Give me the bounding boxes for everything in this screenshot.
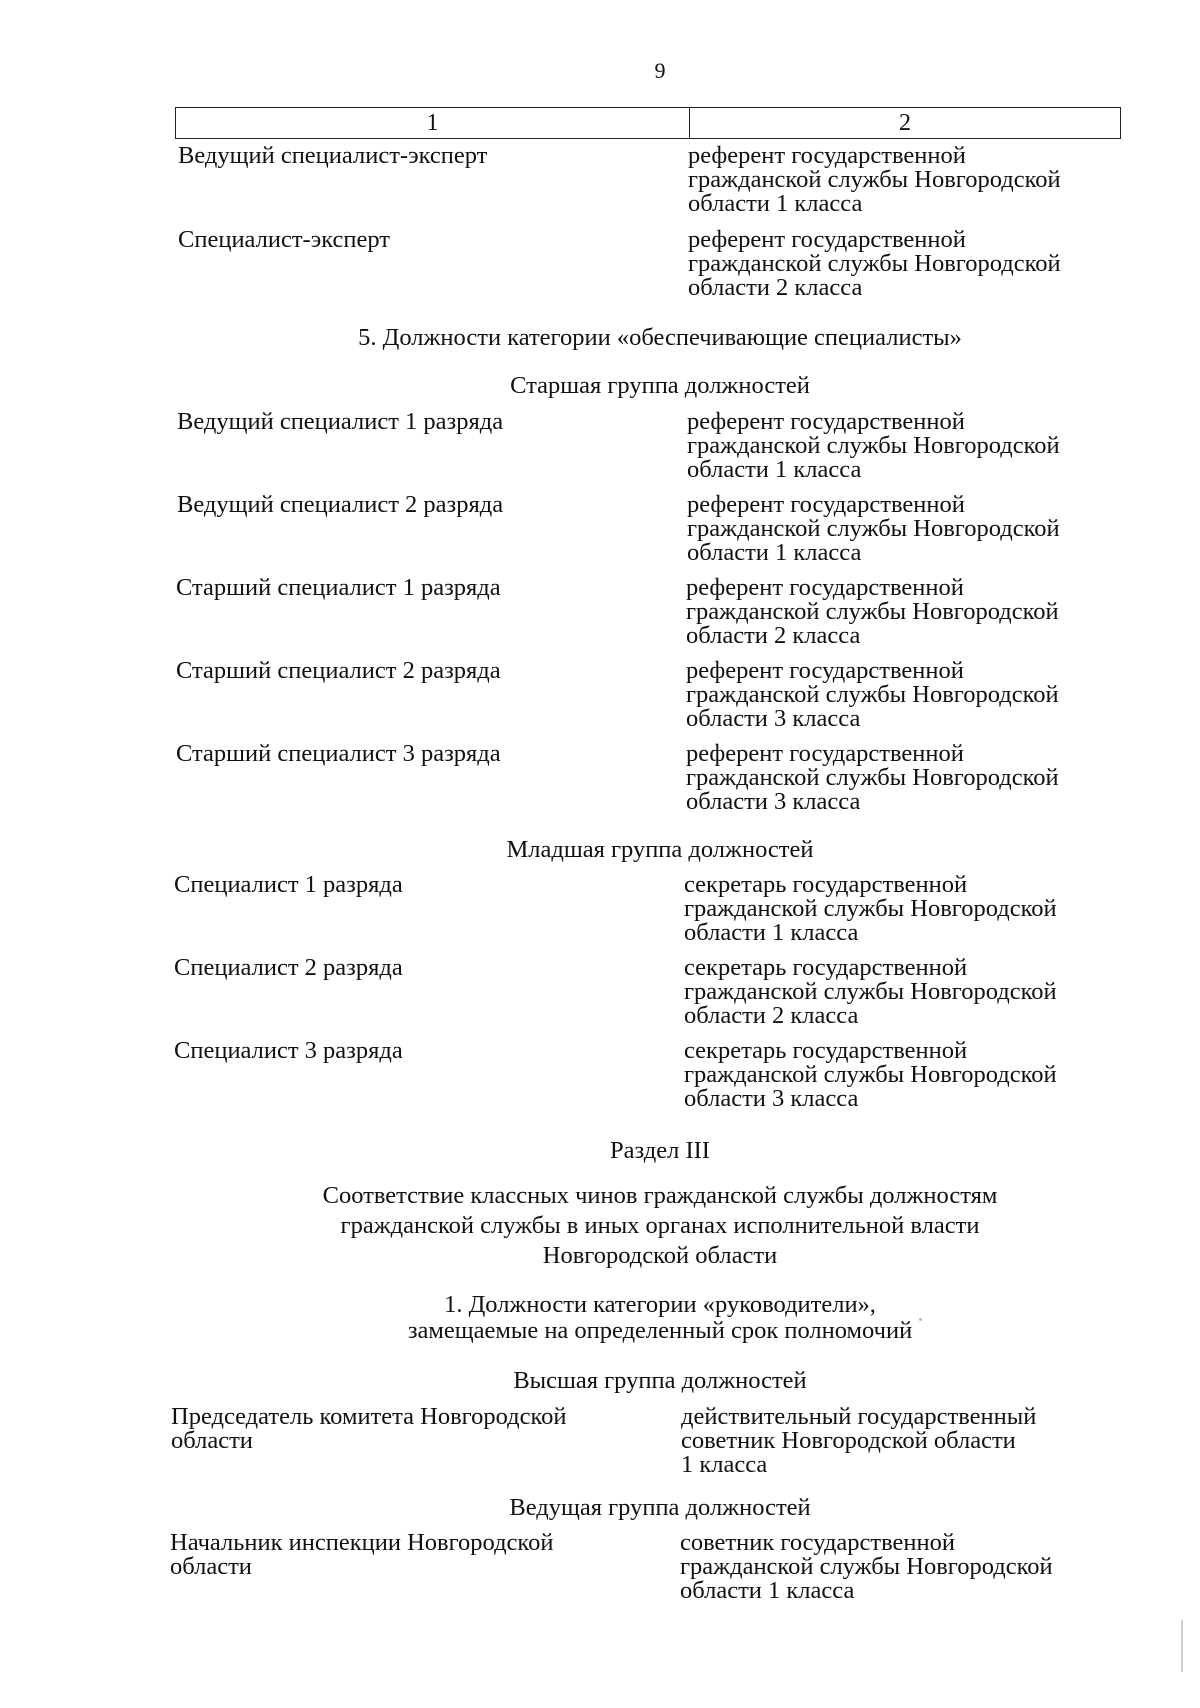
position-name: Специалист 2 разряда <box>174 954 403 981</box>
position-name: Старший специалист 3 разряда <box>176 740 501 767</box>
table-row <box>176 742 1059 814</box>
position-name: Ведущий специалист 1 разряда <box>177 408 504 435</box>
section-5-title: 5. Должности категории «обеспечивающие специалисты» <box>358 324 962 351</box>
table-row <box>174 956 1057 1028</box>
class-rank: референт государственной гражданской службы Новгородской области 1 класса <box>687 408 1060 483</box>
class-rank: секретарь государственной гражданской службы Новгородской области 1 класса <box>684 871 1057 946</box>
table-header-col-1: 1 <box>176 108 690 138</box>
class-rank: секретарь государственной гражданской службы Новгородской области 2 класса <box>684 954 1057 1029</box>
highest-group-title: Высшая группа должностей <box>513 1367 807 1394</box>
junior-group-title: Младшая группа должностей <box>506 836 814 863</box>
table-row <box>177 493 1060 565</box>
scan-artifact <box>1181 1620 1183 1672</box>
class-rank: референт государственной гражданской службы Новгородской области 2 класса <box>688 226 1061 301</box>
table-row <box>174 1039 1057 1111</box>
position-name: Ведущий специалист 2 разряда <box>177 491 504 518</box>
position-name: Специалист 1 разряда <box>174 871 403 898</box>
class-rank: референт государственной гражданской службы Новгородской области 2 класса <box>686 574 1059 649</box>
class-rank: советник государственной гражданской службы Новгородской области 1 класса <box>680 1529 1053 1604</box>
position-name: Старший специалист 2 разряда <box>176 657 501 684</box>
page-number: 9 <box>654 58 666 83</box>
position-name: Специалист 3 разряда <box>174 1037 403 1064</box>
table-row <box>178 144 1061 216</box>
class-rank: действительный государственный советник Новгородской области 1 класса <box>681 1403 1037 1478</box>
position-name: Председатель комитета Новгородской области <box>171 1403 567 1454</box>
class-rank: референт государственной гражданской службы Новгородской области 1 класса <box>687 491 1060 566</box>
section-3-label: Раздел III <box>610 1137 710 1164</box>
position-name: Начальник инспекции Новгородской области <box>170 1529 554 1580</box>
table-header <box>175 107 1121 139</box>
senior-group-title: Старшая группа должностей <box>510 372 810 399</box>
table-row <box>174 873 1057 945</box>
table-header-col-2: 2 <box>899 110 911 136</box>
table-row <box>171 1405 1036 1477</box>
scan-artifact <box>919 1318 922 1321</box>
table-row <box>176 659 1059 731</box>
class-rank: секретарь государственной гражданской службы Новгородской области 3 класса <box>684 1037 1057 1112</box>
table-row <box>176 576 1059 648</box>
subsection-1-title: 1. Должности категории «руководители», замещаемые на определенный срок полномочий <box>407 1291 913 1344</box>
leading-group-title: Ведущая группа должностей <box>509 1494 811 1521</box>
table-row <box>170 1531 1053 1603</box>
position-name: Специалист-эксперт <box>178 226 391 253</box>
class-rank: референт государственной гражданской службы Новгородской области 3 класса <box>686 657 1059 732</box>
class-rank: референт государственной гражданской службы Новгородской области 1 класса <box>688 142 1061 217</box>
position-name: Ведущий специалист-эксперт <box>178 142 488 169</box>
table-row <box>178 228 1061 300</box>
class-rank: референт государственной гражданской службы Новгородской области 3 класса <box>686 740 1059 815</box>
table-row <box>177 410 1060 482</box>
section-3-title: Соответствие классных чинов гражданской службы должностям гражданской службы в иных органах исполнительной власти Новгородской области <box>322 1182 998 1269</box>
position-name: Старший специалист 1 разряда <box>176 574 501 601</box>
